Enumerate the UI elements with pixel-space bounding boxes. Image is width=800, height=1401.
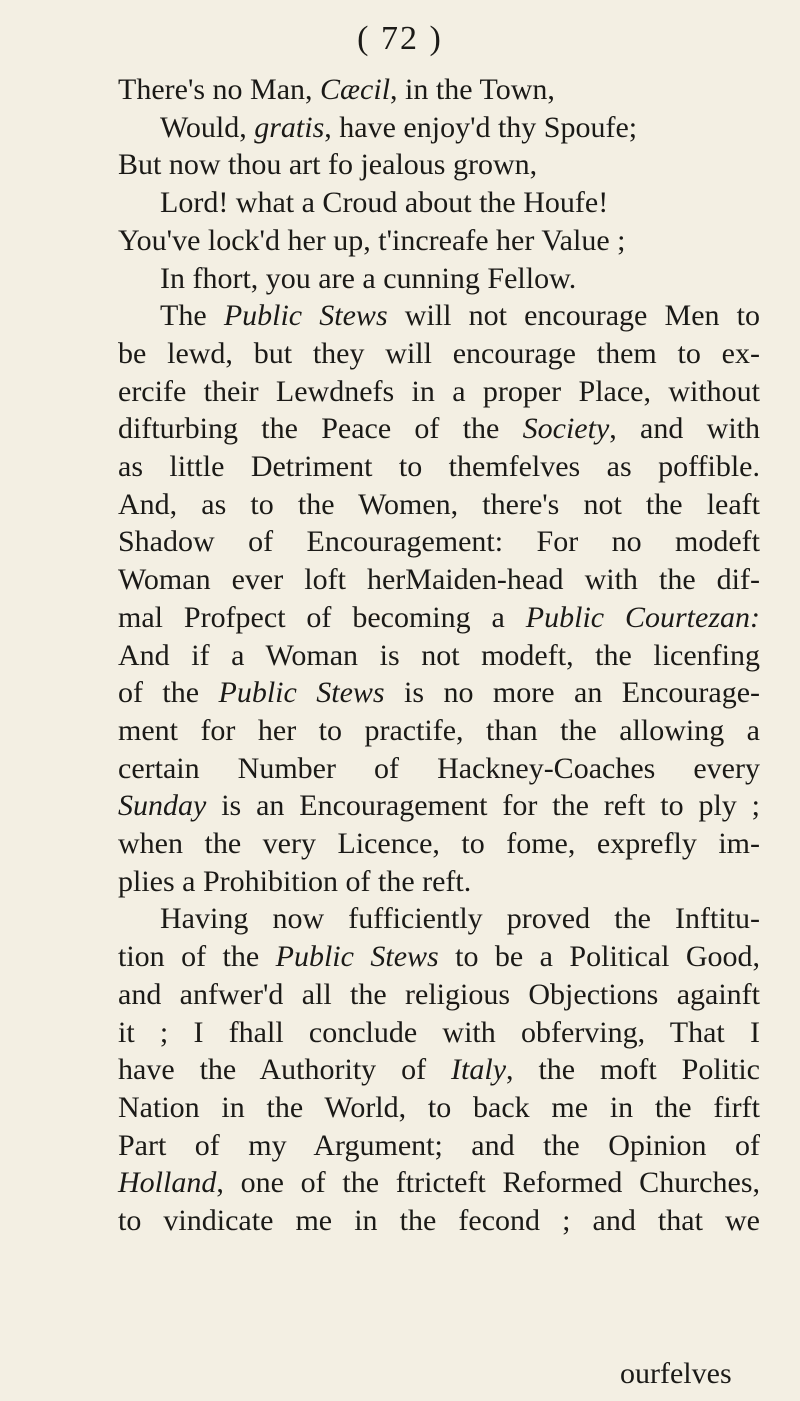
text-segment: as little Detriment to themfelves as poffible. — [118, 450, 760, 483]
text-segment: Holland — [118, 1166, 217, 1200]
text-segment: But now thou art fo jealous grown, — [118, 148, 538, 182]
prose-line — [118, 374, 760, 410]
text-segment: Public Stews — [218, 676, 385, 710]
text-segment: Having now fufficiently proved the Inftitu- — [160, 902, 760, 936]
verse-line — [118, 147, 537, 183]
prose-line — [118, 675, 760, 711]
text-segment: And if a Woman is not modeft, the licenfing — [118, 638, 760, 672]
prose-line — [118, 788, 760, 824]
prose-line — [118, 638, 760, 674]
prose-line — [118, 864, 760, 900]
text-segment: mal Profpect of becoming a — [118, 600, 526, 634]
text-segment: , the moft Politic — [506, 1053, 761, 1087]
text-segment: Public Stews — [223, 299, 388, 333]
prose-line — [118, 1203, 760, 1239]
text-segment: Nation in the World, to back me in the firft — [118, 1090, 760, 1124]
prose-line — [118, 487, 760, 523]
prose-line — [118, 562, 760, 598]
prose-line — [118, 336, 760, 372]
text-segment: And, as to the Women, there's not the leaft — [118, 487, 760, 521]
prose-line — [118, 939, 760, 975]
prose-line — [118, 1015, 760, 1051]
verse-line — [160, 261, 576, 297]
text-segment: , and with — [609, 412, 760, 446]
text-segment: Would, — [160, 110, 255, 144]
verse-line — [118, 72, 555, 108]
prose-line — [118, 449, 760, 485]
text-segment: be lewd, but they will encourage them to ex- — [118, 336, 760, 370]
verse-line — [118, 223, 625, 259]
verse-line — [160, 185, 608, 221]
prose-line — [118, 826, 760, 862]
text-segment: it ; I fhall conclude with obferving, That I — [118, 1015, 760, 1049]
prose-line — [118, 1090, 760, 1126]
text-segment: plies a Prohibition of the reft. — [118, 864, 472, 898]
prose-line — [160, 901, 760, 937]
text-segment: Sunday — [118, 789, 207, 823]
text-segment: Cæcil — [320, 73, 391, 106]
text-segment: Public Courtezan: — [525, 600, 761, 634]
text-segment: to vindicate me in the fecond ; and that we — [118, 1204, 760, 1237]
text-segment: Shadow of Encouragement: For no modeft — [118, 525, 760, 559]
prose-line — [118, 1128, 760, 1164]
text-segment: Woman ever loft herMaiden-head with the dif- — [118, 563, 760, 597]
text-segment: Part of my Argument; and the Opinion of — [118, 1128, 760, 1162]
text-segment: to be a Political Good, — [438, 940, 761, 974]
text-segment: , in the Town, — [390, 73, 555, 106]
prose-line — [118, 977, 760, 1013]
page-number: ( 72 ) — [357, 20, 443, 57]
text-segment: Italy — [451, 1053, 507, 1087]
text-segment: , have enjoy'd thy Spoufe; — [324, 110, 638, 144]
text-segment: have the Authority of — [118, 1053, 452, 1087]
text-segment: , one of the ftricteft Reformed Churches, — [216, 1166, 760, 1200]
text-segment: ercife their Lewdnefs in a proper Place, without — [118, 374, 760, 408]
text-segment: will not encourage Men to — [387, 299, 760, 333]
catchword: ourfelves — [620, 1357, 732, 1390]
prose-line — [118, 713, 760, 749]
text-segment: ment for her to practife, than the allowing a — [118, 713, 760, 747]
text-segment: and anfwer'd all the religious Objections againft — [118, 977, 760, 1011]
text-segment: Public Stews — [275, 940, 439, 974]
prose-line — [160, 298, 760, 334]
text-segment: is an Encouragement for the reft to ply ; — [206, 789, 760, 823]
text-segment: There's no Man, — [118, 73, 321, 106]
text-segment: tion of the — [118, 940, 276, 974]
text-segment: difturbing the Peace of the — [118, 412, 523, 446]
prose-line — [118, 1052, 760, 1088]
prose-line — [118, 411, 760, 447]
text-segment: In fhort, you are a cunning Fellow. — [160, 261, 577, 295]
verse-line — [160, 110, 637, 146]
text-segment: You've lock'd her up, t'increafe her Value ; — [118, 223, 626, 257]
text-segment: is no more an Encourage- — [384, 676, 761, 710]
text-segment: gratis — [254, 110, 325, 144]
text-segment: when the very Licence, to fome, exprefly im- — [118, 827, 760, 860]
text-segment: Society — [522, 412, 610, 446]
prose-line — [118, 524, 760, 560]
prose-line — [118, 751, 760, 787]
text-segment: Lord! what a Croud about the Houfe! — [160, 186, 609, 220]
prose-line — [118, 600, 760, 636]
text-segment: certain Number of Hackney-Coaches every — [118, 751, 760, 785]
text-segment: The — [160, 299, 224, 333]
prose-line — [118, 1165, 760, 1201]
text-segment: of the — [118, 676, 219, 710]
